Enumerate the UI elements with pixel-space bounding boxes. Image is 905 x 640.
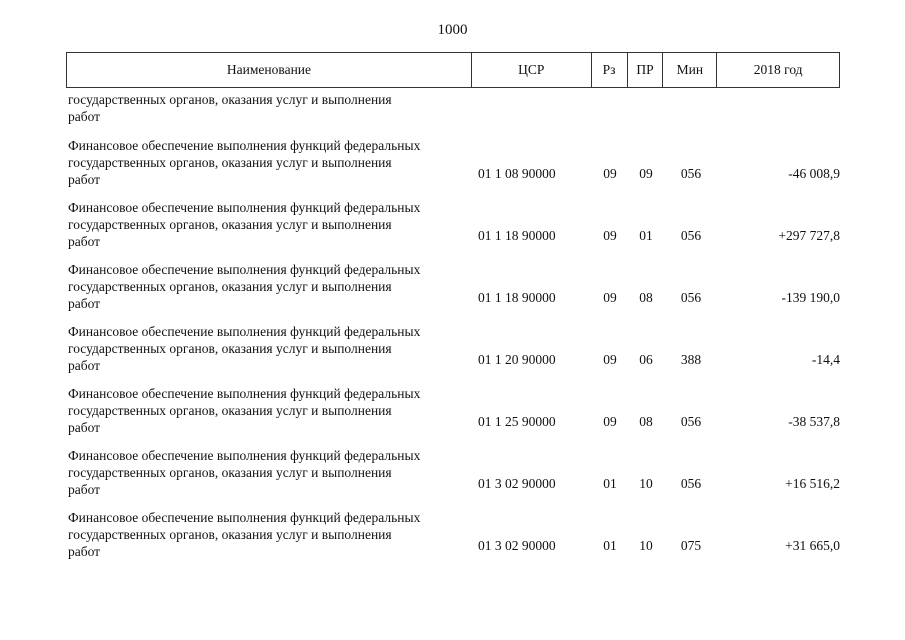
row-name: Финансовое обеспечение выполнения функций федеральных государственных органов, оказания услуг и выполнения работ bbox=[68, 448, 421, 497]
row-name: Финансовое обеспечение выполнения функций федеральных государственных органов, оказания услуг и выполнения работ bbox=[68, 324, 421, 373]
row-pr: 08 bbox=[639, 414, 653, 429]
row-min: 056 bbox=[680, 476, 702, 491]
header-pr: ПР bbox=[628, 53, 664, 87]
table-row bbox=[66, 499, 840, 561]
table-row bbox=[66, 313, 840, 375]
table-body bbox=[66, 91, 840, 561]
row-rz: 01 bbox=[603, 538, 617, 553]
row-year: +31 665,0 bbox=[785, 538, 840, 553]
header-min: Мин bbox=[663, 53, 717, 87]
row-name: Финансовое обеспечение выполнения функций федеральных государственных органов, оказания услуг и выполнения работ bbox=[68, 262, 421, 311]
row-year: +297 727,8 bbox=[778, 228, 840, 243]
row-rz: 09 bbox=[603, 228, 617, 243]
row-name: Финансовое обеспечение выполнения функций федеральных государственных органов, оказания услуг и выполнения работ bbox=[68, 138, 421, 187]
row-rz: 09 bbox=[603, 290, 617, 305]
row-csr: 01 1 18 90000 bbox=[478, 228, 556, 243]
table-row bbox=[66, 127, 840, 189]
row-csr: 01 1 25 90000 bbox=[478, 414, 556, 429]
row-pr: 01 bbox=[639, 228, 653, 243]
row-pr: 06 bbox=[639, 352, 653, 367]
row-year: -46 008,9 bbox=[788, 166, 840, 181]
table-row bbox=[66, 375, 840, 437]
table-row bbox=[66, 437, 840, 499]
row-min: 056 bbox=[680, 414, 702, 429]
row-year: -14,4 bbox=[811, 352, 840, 367]
table-row bbox=[66, 251, 840, 313]
row-min: 056 bbox=[680, 228, 702, 243]
header-name: Наименование bbox=[67, 53, 472, 87]
row-csr: 01 3 02 90000 bbox=[478, 538, 556, 553]
table-header bbox=[66, 52, 840, 88]
row-csr: 01 3 02 90000 bbox=[478, 476, 556, 491]
row-pr: 08 bbox=[639, 290, 653, 305]
header-csr: ЦСР bbox=[472, 53, 592, 87]
row-year: -38 537,8 bbox=[788, 414, 840, 429]
row-pr: 09 bbox=[639, 166, 653, 181]
row-min: 056 bbox=[680, 290, 702, 305]
row-min: 388 bbox=[680, 352, 702, 367]
row-pr: 10 bbox=[639, 476, 653, 491]
row-csr: 01 1 08 90000 bbox=[478, 166, 556, 181]
row-rz: 09 bbox=[603, 166, 617, 181]
row-rz: 09 bbox=[603, 414, 617, 429]
page-number: 1000 bbox=[437, 22, 468, 38]
row-min: 056 bbox=[680, 166, 702, 181]
header-rz: Рз bbox=[592, 53, 628, 87]
row-min: 075 bbox=[680, 538, 702, 553]
row-pr: 10 bbox=[639, 538, 653, 553]
row-rz: 09 bbox=[603, 352, 617, 367]
row-name: Финансовое обеспечение выполнения функций федеральных государственных органов, оказания услуг и выполнения работ bbox=[68, 386, 421, 435]
header-year: 2018 год bbox=[753, 62, 803, 77]
table-row bbox=[66, 189, 840, 251]
row-rz: 01 bbox=[603, 476, 617, 491]
table-row-continuation bbox=[66, 91, 840, 127]
row-year: -139 190,0 bbox=[781, 290, 840, 305]
row-csr: 01 1 20 90000 bbox=[478, 352, 556, 367]
row-name: государственных органов, оказания услуг и выполнения работ bbox=[68, 92, 392, 124]
row-name: Финансовое обеспечение выполнения функций федеральных государственных органов, оказания услуг и выполнения работ bbox=[68, 200, 421, 249]
row-year: +16 516,2 bbox=[785, 476, 840, 491]
row-csr: 01 1 18 90000 bbox=[478, 290, 556, 305]
row-name: Финансовое обеспечение выполнения функций федеральных государственных органов, оказания услуг и выполнения работ bbox=[68, 510, 421, 559]
